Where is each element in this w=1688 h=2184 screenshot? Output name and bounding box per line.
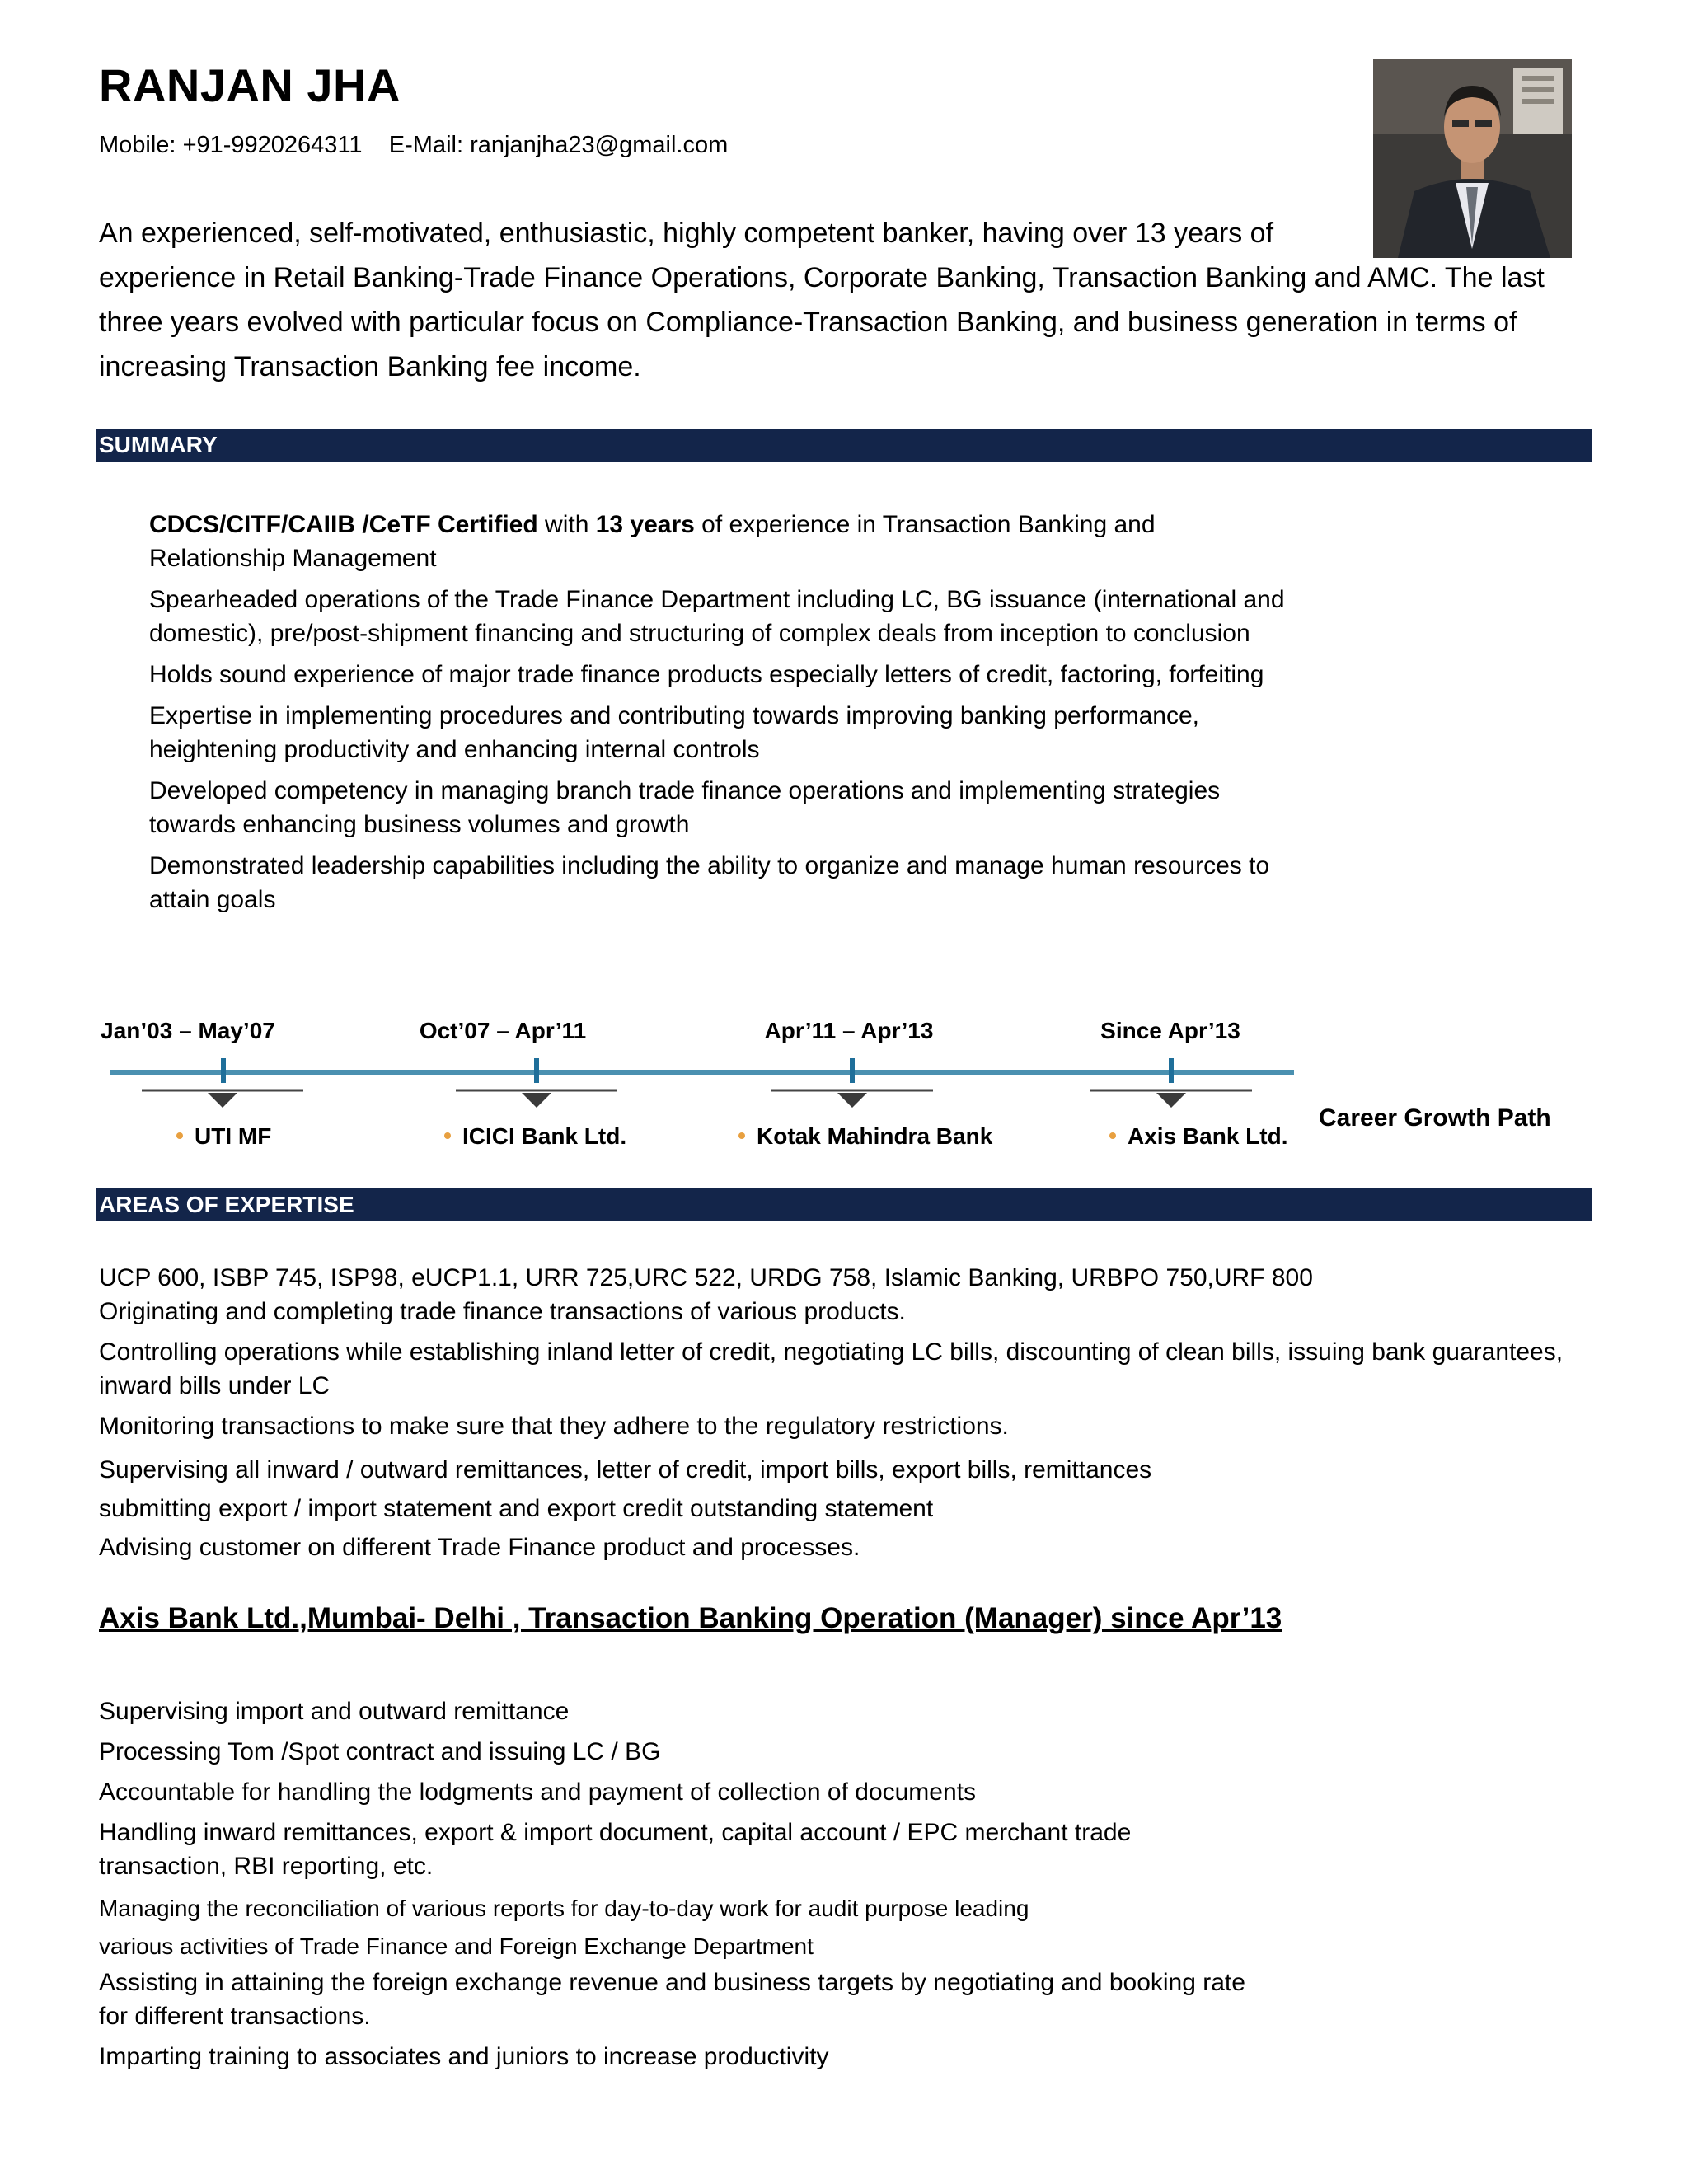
duty-item: Handling inward remittances, export & import document, capital account / EPC merchant trade transaction, RBI reporting, etc. [99,1819,1132,1880]
expertise-item: Originating and completing trade finance transactions of various products. [99,1298,906,1325]
timeline-arrow [522,1093,551,1108]
summary-item: Expertise in implementing procedures and contributing towards improving banking performance, heightening productivity and enhancing internal controls [149,702,1200,763]
expertise-item: Supervising all inward / outward remittances, letter of credit, import bills, export bills, remittances [99,1456,1152,1483]
job-duties [99,1694,1253,2080]
expertise-heading: AREAS OF EXPERTISE [96,1188,1592,1221]
summary-list [149,508,1287,924]
timeline-employer: Axis Bank Ltd. [1128,1123,1288,1149]
timeline-arrow [1156,1093,1186,1108]
timeline-employer: ICICI Bank Ltd. [462,1123,627,1149]
experience-years: 13 years [595,511,695,538]
duty-item: Assisting in attaining the foreign exchange revenue and business targets by negotiating and booking rate for different transactions. [99,1969,1245,2030]
expertise-list [99,1261,1582,1564]
timeline-period: Apr’11 – Apr’13 [764,1018,934,1043]
summary-text: of experience in Transaction Banking and Relationship Management [149,511,1156,572]
duty-item: Processing Tom /Spot contract and issuing LC / BG [99,1738,661,1765]
mobile-label: Mobile: [99,132,176,158]
summary-item: Developed competency in managing branch trade finance operations and implementing strategies towards enhancing business volumes and growth [149,777,1221,838]
expertise-item: submitting export / import statement and export credit outstanding statement [99,1495,934,1522]
bullet-icon [176,1132,183,1139]
timeline-tick [534,1058,539,1083]
duty-item: Supervising import and outward remittance [99,1698,570,1725]
summary-item: Spearheaded operations of the Trade Finance Department including LC, BG issuance (international and domestic), pre/post-shipment financing and structuring of complex deals from inception to conclusion [149,586,1285,647]
summary-text: with [537,511,596,538]
summary-item: Holds sound experience of major trade finance products especially letters of credit, factoring, forfeiting [149,661,1264,688]
email-address: ranjanjha23@gmail.com [470,132,729,158]
timeline-tick [1169,1058,1174,1083]
job-title: Axis Bank Ltd.,Mumbai- Delhi , Transaction Banking Operation (Manager) since Apr’13 [99,1602,1282,1634]
contact-line [99,132,728,159]
email-label: E-Mail: [388,132,464,158]
timeline-tick [850,1058,855,1083]
expertise-item: Controlling operations while establishing inland letter of credit, negotiating LC bills, discounting of clean bills, issuing bank guarantees, inward bills under LC [99,1338,1564,1399]
mobile-number: +91-9920264311 [182,132,363,158]
candidate-name: RANJAN JHA [99,59,401,111]
intro-line-1: An experienced, self-motivated, enthusiastic, highly competent banker, having over 13 years of [99,218,1274,249]
duty-item: Accountable for handling the lodgments and payment of collection of documents [99,1779,977,1806]
timeline-period: Since Apr’13 [1100,1018,1240,1043]
summary-item [149,508,1287,575]
certifications: CDCS/CITF/CAIIB /CeTF Certified [149,511,538,538]
timeline-employer: Kotak Mahindra Bank [757,1123,993,1149]
summary-item: Demonstrated leadership capabilities including the ability to organize and manage human resources to attain goals [149,852,1270,913]
timeline-period: Jan’03 – May’07 [101,1018,275,1043]
timeline-arrow [208,1093,237,1108]
timeline-tick [221,1058,226,1083]
expertise-item: UCP 600, ISBP 745, ISP98, eUCP1.1, URR 725,URC 522, URDG 758, Islamic Banking, URBPO 750,URF 800 [99,1264,1313,1291]
bullet-icon [444,1132,451,1139]
expertise-item: Monitoring transactions to make sure that they adhere to the regulatory restrictions. [99,1413,1009,1440]
timeline-caption: Career Growth Path [1319,1104,1551,1132]
duty-item: Managing the reconciliation of various reports for day-to-day work for audit purpose leading [99,1896,1029,1921]
summary-heading: SUMMARY [96,429,1592,462]
timeline-employer: UTI MF [195,1123,272,1149]
intro-paragraph [99,211,1599,389]
career-timeline [99,1012,1302,1160]
timeline-arrow [837,1093,867,1108]
intro-rest: experience in Retail Banking-Trade Finance Operations, Corporate Banking, Transaction Banking and AMC. The last three years evolved with particular focus on Compliance-Transaction Banking, and business generation in terms of increasing Transaction Banking fee income. [99,262,1545,382]
timeline-period: Oct’07 – Apr’11 [419,1018,587,1043]
bullet-icon [738,1132,745,1139]
duty-item: various activities of Trade Finance and Foreign Exchange Department [99,1933,814,1959]
duty-item: Imparting training to associates and juniors to increase productivity [99,2043,829,2070]
bullet-icon [1109,1132,1116,1139]
expertise-item: Advising customer on different Trade Finance product and processes. [99,1534,860,1561]
